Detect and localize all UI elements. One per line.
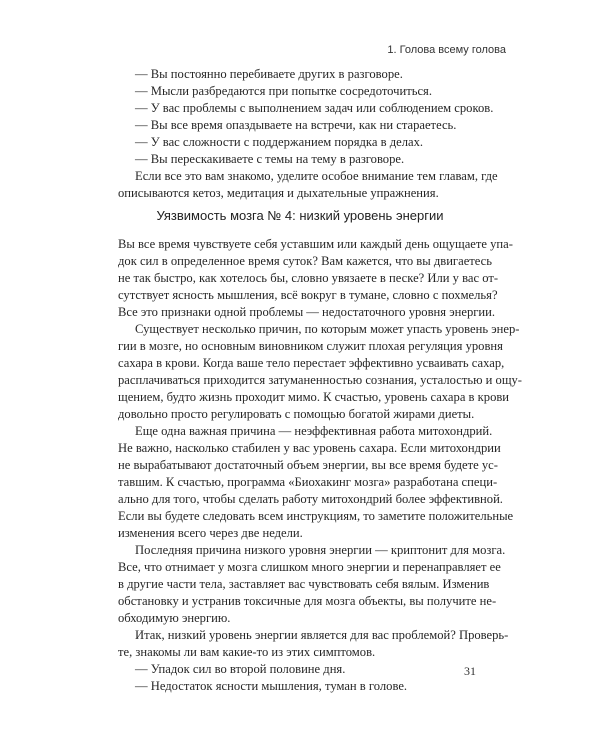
body-text-block: [118, 236, 523, 695]
list-item: — Недостаток ясности мышления, туман в голове.: [135, 679, 408, 693]
paragraph-line: гии в мозге, но основным виновником служит плохая регуляция уровня: [118, 339, 503, 353]
list-item: — У вас проблемы с выполнением задач или соблюдением сроков.: [135, 101, 494, 115]
paragraph-line: Если вы будете следовать всем инструкциям, то заметите положительные: [118, 509, 514, 523]
paragraph-line: довольно просто регулировать с помощью богатой жирами диеты.: [118, 407, 475, 421]
paragraph-line: Последняя причина низкого уровня энергии — криптонит для мозга.: [135, 543, 506, 557]
paragraph-line: Итак, низкий уровень энергии является для вас проблемой? Проверь-: [135, 628, 509, 642]
list-item: — Мысли разбредаются при попытке сосредоточиться.: [135, 84, 432, 98]
paragraph-4: [118, 542, 506, 627]
paragraph-line: сутствует ясность мышления, всё вокруг в тумане, словно с похмелья?: [118, 288, 498, 302]
symptom-list-top: [118, 66, 494, 168]
paragraph-line: обходимую энергию.: [118, 611, 231, 625]
paragraph-line: обстановку и устранив токсичные для мозга объекты, вы получите не-: [118, 594, 497, 608]
paragraph-intro: [118, 168, 498, 202]
paragraph-5: [118, 627, 509, 661]
paragraph-line: в другие части тела, заставляет вас чувствовать себя вялым. Изменив: [118, 577, 490, 591]
list-item: — Вы перескакиваете с темы на тему в разговоре.: [135, 152, 405, 166]
paragraph-line: Вы все время чувствуете себя уставшим или каждый день ощущаете упа-: [118, 237, 513, 251]
paragraph-line: Еще одна важная причина — неэффективная работа митохондрий.: [135, 424, 493, 438]
running-header: 1. Голова всему голова: [387, 44, 506, 56]
paragraph-line: Не важно, насколько стабилен у вас уровень сахара. Если митохондрии: [118, 441, 501, 455]
paragraph-line: сахара в крови. Когда ваше тело перестает эффективно усваивать сахар,: [118, 356, 505, 370]
paragraph-line: те, знакомы ли вам какие-то из этих симптомов.: [118, 645, 376, 659]
page-number: 31: [464, 664, 476, 678]
symptom-list-bottom: [118, 661, 482, 695]
paragraph-line: не вырабатывают достаточный объем энергии, вы все время будете ус-: [118, 458, 498, 472]
list-item: — У вас сложности с поддержанием порядка в делах.: [135, 135, 424, 149]
paragraph-line: тавшим. К счастью, программа «Биохакинг мозга» разработана специ-: [118, 475, 498, 489]
list-item: — Вы постоянно перебиваете других в разговоре.: [135, 67, 403, 81]
paragraph-3: [118, 423, 514, 542]
paragraph-line: щением, будто жизнь проходит мимо. К счастью, уровень сахара в крови: [118, 390, 510, 404]
top-text-block: [118, 66, 498, 202]
paragraph-line: расплачиваться приходится затуманенностью сознания, усталостью и ощу-: [118, 373, 523, 387]
list-item: — Упадок сил во второй половине дня.: [135, 662, 346, 676]
paragraph-line: Все, что отнимает у мозга слишком много энергии и перенаправляет ее: [118, 560, 501, 574]
paragraph-1: [118, 236, 513, 321]
section-heading: Уязвимость мозга № 4: низкий уровень энергии: [156, 208, 444, 223]
paragraph-2: [118, 321, 523, 423]
paragraph-line: изменения всего через две недели.: [118, 526, 303, 540]
paragraph-line: Если все это вам знакомо, уделите особое внимание тем главам, где: [135, 169, 498, 183]
paragraph-line: Существует несколько причин, по которым может упасть уровень энер-: [135, 322, 520, 336]
paragraph-line: Все это признаки одной проблемы — недостаточного уровня энергии.: [118, 305, 496, 319]
paragraph-line: ально для того, чтобы сделать работу митохондрий более эффективной.: [118, 492, 503, 506]
paragraph-line: описываются кетоз, медитация и дыхательные упражнения.: [118, 186, 439, 200]
list-item: — Вы все время опаздываете на встречи, как ни стараетесь.: [135, 118, 457, 132]
paragraph-line: не так быстро, как хотелось бы, словно увязаете в песке? Или у вас от-: [118, 271, 499, 285]
paragraph-line: док сил в определенное время суток? Вам кажется, что вы двигаетесь: [118, 254, 493, 268]
